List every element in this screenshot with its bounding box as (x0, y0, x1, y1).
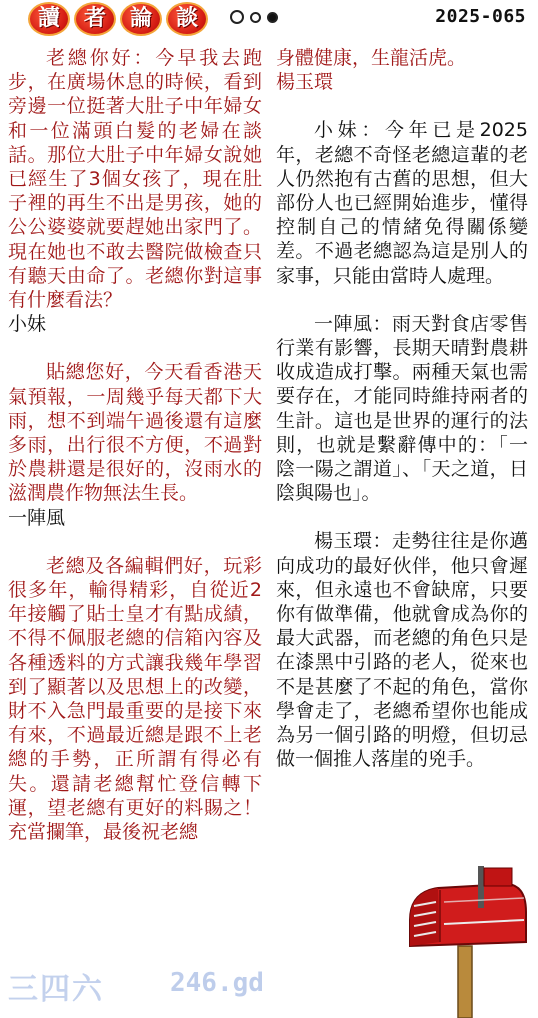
reply-label: 一陣風 (314, 312, 373, 335)
letter-body: 貼總您好，今天看香港天氣預報，一周幾乎每天都下大雨，想不到端午過後還有這麼多雨，出行很不方便，不過對於農耕還是很好的，沒雨水的滋潤農作物無法生長。 (8, 361, 262, 505)
title-char: 談 (166, 2, 208, 36)
circle-icon (250, 12, 261, 23)
column-header (0, 0, 538, 40)
letter-continuation: 身體健康，生龍活虎。 (276, 47, 467, 69)
letter-signature: 小妹 (8, 313, 47, 336)
reply-text: 走勢往往是你邁向成功的最好伙伴，他只會遲來，但永遠也不會缺席，只要你有做準備，他就會成為你的最大武器，而老總的角色只是在漆黑中引路的老人，從來也不是甚麼了不起的角色，當你學會走了，老總希望你也能成為另一個引路的明燈，但切忌做一個推人落崖的兇手。 (276, 530, 528, 771)
reply-text: 雨天對食店零售行業有影響，長期天晴對農耕收成造成打擊。兩種天氣也需要存在，才能同時維持兩者的生計。這也是世界的運行的法則，也就是繫辭傳中的：「一陰一陽之謂道」、「天之道，日陰與陽也」。 (276, 312, 528, 505)
watermark-site: 246.gd (170, 968, 264, 998)
title-char: 讀 (28, 2, 70, 36)
reply-label: 小妹 (314, 119, 362, 142)
letter-signature: 楊玉環 (276, 71, 334, 94)
replies-column (276, 46, 528, 771)
editor-reply: 楊玉環：走勢往往是你邁向成功的最好伙伴，他只會遲來，但永遠也不會缺席，只要你有做準備，他就會成為你的最大武器，而老總的角色只是在漆黑中引路的老人，從來也不是甚麼了不起的角色，當你學會走了，老總希望你也能成為另一個引路的明燈，但切忌做一個推人落崖的兇手。 (276, 530, 528, 771)
decorative-dots (230, 10, 278, 24)
title-char: 者 (74, 2, 116, 36)
watermark-logo: 三四六 (8, 972, 104, 1007)
letter-signature: 一陣風 (8, 506, 66, 529)
filled-circle-icon (267, 12, 278, 23)
editor-reply: 一陣風：雨天對食店零售行業有影響，長期天晴對農耕收成造成打擊。兩種天氣也需要存在，才能同時維持兩者的生計。這也是世界的運行的法則，也就是繫辭傳中的：「一陰一陽之謂道」、「天之道，日陰與陽也」。 (276, 312, 528, 505)
issue-number: 2025-065 (435, 6, 526, 27)
editor-reply: 小妹：今年已是2025年，老總不奇怪老總這輩的老人仍然抱有古舊的思想，但大部份人也已經開始進步，懂得控制自己的情緒免得關係變差。不過老總認為這是別人的家事，只能由當時人處理。 (276, 119, 528, 287)
column-title (28, 2, 208, 36)
letters-column (8, 46, 262, 844)
reply-label: 楊玉環 (314, 530, 373, 553)
title-char: 論 (120, 2, 162, 36)
circle-icon (230, 10, 244, 24)
letter-body: 老總你好：今早我去跑步，在廣場休息的時候，看到旁邊一位挺著大肚子中年婦女和一位滿頭白髮的老婦在談話。那位大肚子中年婦女說她已經生了3個女孩了，現在肚子裡的再生不出是男孩，她的公公婆婆就要趕她出家門了。現在她也不敢去醫院做檢查只有聽天由命了。老總你對這事有什麼看法？ (8, 47, 262, 312)
mailbox-illustration (400, 862, 532, 1018)
letter-body: 老總及各編輯們好，玩彩很多年，輸得精彩，自從近2年接觸了貼士皇才有點成績，不得不佩服老總的信箱內容及各種透料的方式讓我幾年學習到了顯著以及思想上的改變，財不入急門最重要的是接下來有來，不過最近總是跟不上老總的手勢，正所謂有得必有失。還請老總幫忙登信轉下運，望老總有更好的料賜之！充當攔筆，最後祝老總 (8, 554, 262, 844)
reply-text: 今年已是2025年，老總不奇怪老總這輩的老人仍然抱有古舊的思想，但大部份人也已經開始進步，懂得控制自己的情緒免得關係變差。不過老總認為這是別人的家事，只能由當時人處理。 (276, 119, 528, 287)
